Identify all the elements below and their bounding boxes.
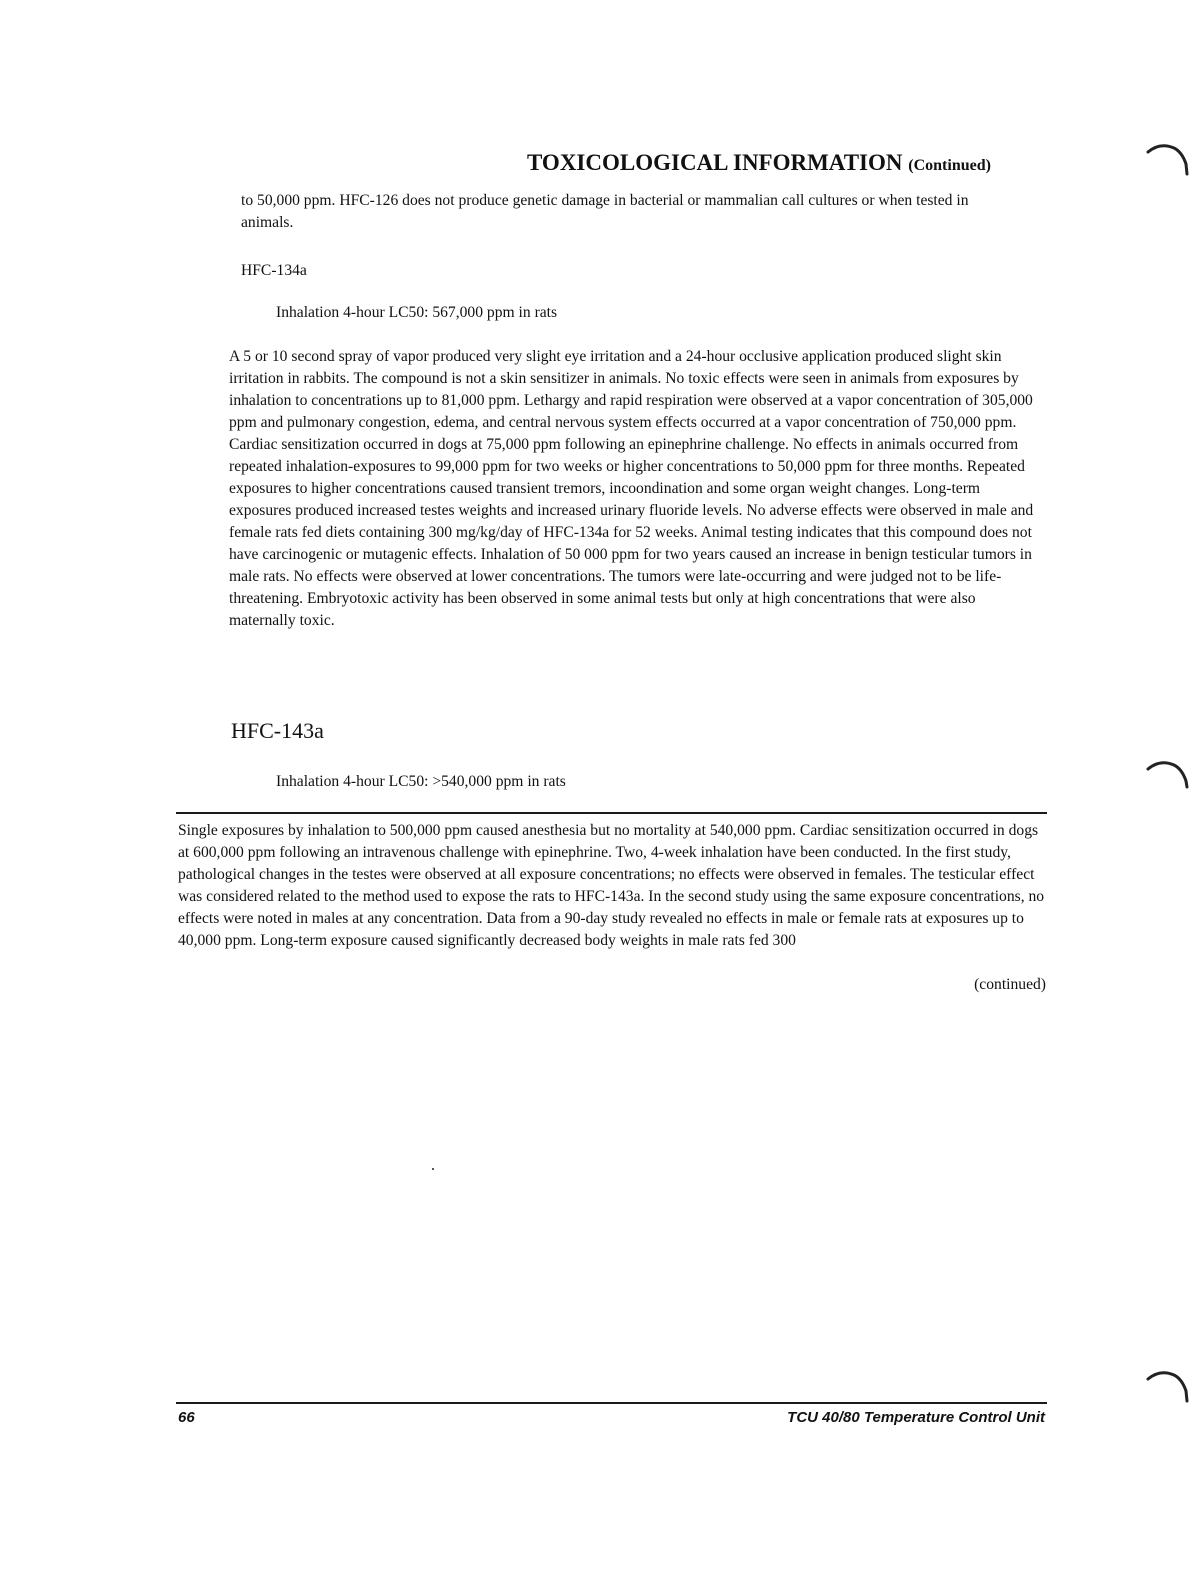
section-divider [176,812,1047,814]
page-title-suffix: (Continued) [908,157,991,174]
binder-hole-mark-icon [1146,140,1190,180]
hfc143a-heading: HFC-143a [231,718,324,743]
hfc134a-paragraph: A 5 or 10 second spray of vapor produced very slight eye irritation and a 24-hour occlusive application produced slight skin irritation in rabbits. The compound is not a skin sensitizer in animals. No toxic effects were seen in animals from exposures by inhalation to concentrations up to 81,000 ppm. Lethargy and rapid respiration were observed at a vapor concentration of 305,000 ppm and pulmonary congestion, edema, and central nervous system effects occurred at a vapor concentration of 750,000 ppm. Cardiac sensitization occurred in dogs at 75,000 ppm following an epinephrine challenge. No effects in animals occurred from repeated inhalation-exposures to 99,000 ppm for two weeks or higher concentrations to 50,000 ppm for three months. Repeated exposures to higher concentrations caused transient tremors, incoondination and some organ weight changes. Long-term exposures produced increased testes weights and increased urinary fluoride levels. No adverse effects were observed in male and female rats fed diets containing 300 mg/kg/day of HFC-134a for 52 weeks. Animal testing indicates that this compound does not have carcinogenic or mutagenic effects. Inhalation of 50 000 ppm for two years caused an increase in benign testicular tumors in male rats. No effects were observed at lower concentrations. The tumors were late-occurring and were judged not to be life-threatening. Embryotoxic activity has been observed in some animal tests but only at high concentrations that were also maternally toxic. [229,348,1034,629]
footer-divider [176,1402,1047,1404]
hfc126-continuation-paragraph: to 50,000 ppm. HFC-126 does not produce genetic damage in bacterial or mammalian call cultures or when tested in animals. [241,192,969,231]
binder-hole-mark-icon [1146,1367,1190,1407]
hfc134a-lc50: Inhalation 4-hour LC50: 567,000 ppm in rats [276,304,558,321]
page-title [527,150,1047,184]
manual-title: TCU 40/80 Temperature Control Unit [787,1409,1045,1426]
hfc143a-lc50: Inhalation 4-hour LC50: >540,000 ppm in rats [276,773,566,790]
binder-hole-mark-icon [1146,757,1190,797]
page-title-text: TOXICOLOGICAL INFORMATION [527,150,903,175]
hfc134a-heading: HFC-134a [241,262,307,279]
page-number: 66 [178,1409,195,1426]
continued-marker: (continued) [974,976,1046,993]
scan-speck [432,1168,434,1170]
hfc143a-paragraph: Single exposures by inhalation to 500,000 ppm caused anesthesia but no mortality at 540,000 ppm. Cardiac sensitization occurred in dogs at 600,000 ppm following an intravenous challenge with epinephrine. Two, 4-week inhalation have been conducted. In the first study, pathological changes in the testes were observed at all exposure concentrations; no effects were observed in females. The testicular effect was considered related to the method used to expose the rats to HFC-143a. In the second study using the same exposure concentrations, no effects were noted in males at any concentration. Data from a 90-day study revealed no effects in male or female rats at exposures up to 40,000 ppm. Long-term exposure caused significantly decreased body weights in male rats fed 300 [178,822,1045,949]
